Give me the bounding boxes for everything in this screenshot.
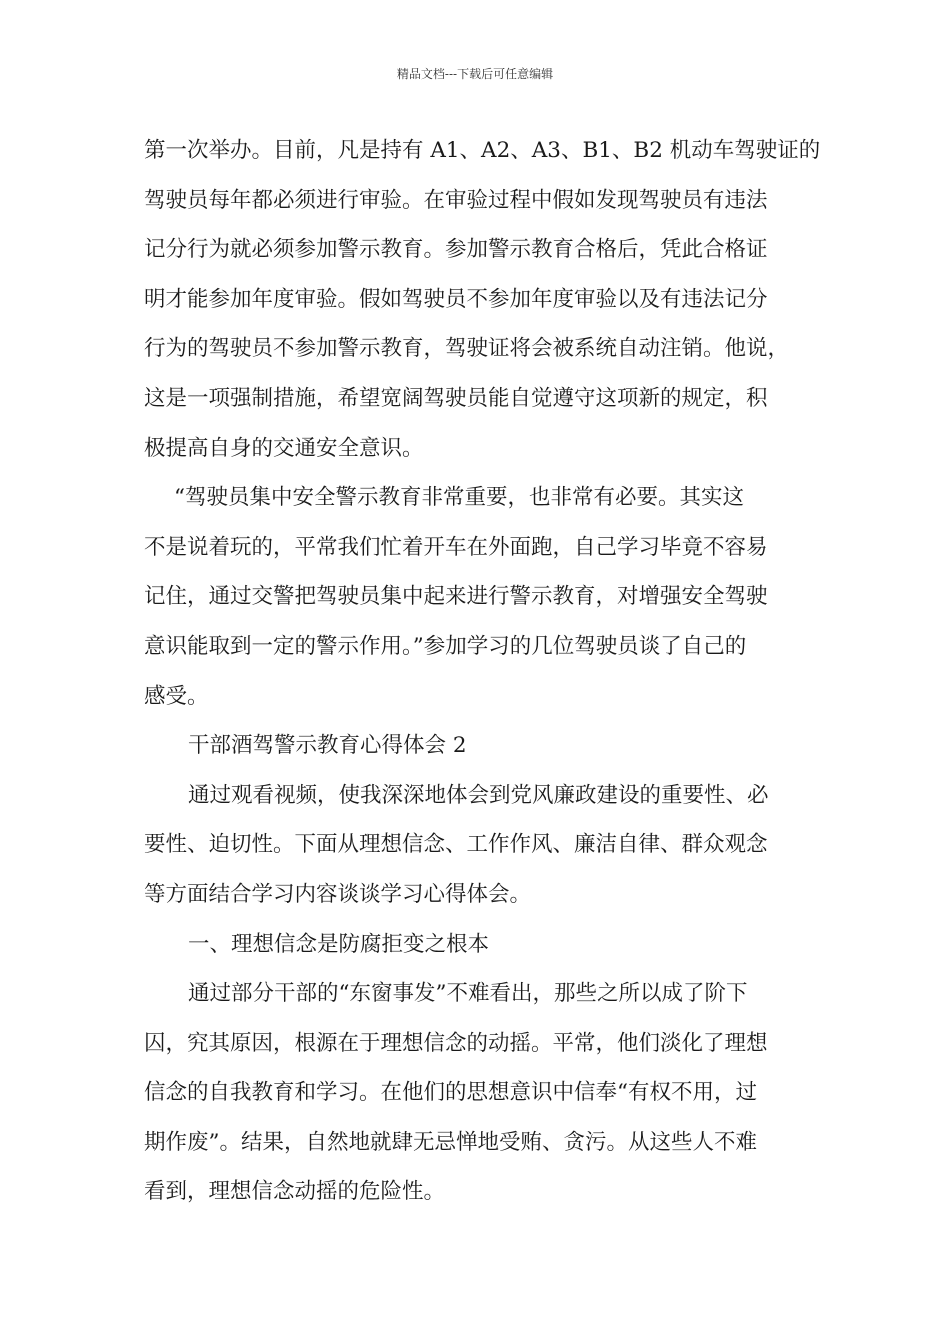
text-line: 这是一项强制措施，希望宽阔驾驶员能自觉遵守这项新的规定，积 bbox=[144, 385, 768, 411]
page-header: 精品文档---下载后可任意编辑 bbox=[396, 67, 554, 81]
text-line: 不是说着玩的，平常我们忙着开车在外面跑，自己学习毕竟不容易 bbox=[144, 534, 768, 560]
text-line: 驾驶员每年都必须进行审验。在审验过程中假如发现驾驶员有违法 bbox=[144, 187, 768, 213]
text-line: 看到，理想信念动摇的危险性。 bbox=[144, 1179, 446, 1205]
paragraph-start-line: “驾驶员集中安全警示教育非常重要，也非常有必要。其实这 bbox=[174, 485, 744, 511]
text-line: 极提高自身的交通安全意识。 bbox=[144, 435, 424, 461]
text-line: 期作废”。结果，自然地就肆无忌惮地受贿、贪污。从这些人不难 bbox=[144, 1129, 757, 1155]
text-line: 意识能取到一定的警示作用。”参加学习的几位驾驶员谈了自己的 bbox=[144, 633, 747, 659]
text-line: 记分行为就必须参加警示教育。参加警示教育合格后，凭此合格证 bbox=[144, 237, 768, 263]
paragraph-start-line: 通过部分干部的“东窗事发”不难看出，那些之所以成了阶下 bbox=[188, 981, 748, 1007]
section-title: 干部酒驾警示教育心得体会 2 bbox=[188, 733, 467, 759]
text-line: 等方面结合学习内容谈谈学习心得体会。 bbox=[144, 881, 532, 907]
text-line: 囚，究其原因，根源在于理想信念的动摇。平常，他们淡化了理想 bbox=[144, 1030, 768, 1056]
text-line: 感受。 bbox=[144, 683, 209, 709]
text-line: 要性、迫切性。下面从理想信念、工作作风、廉洁自律、群众观念 bbox=[144, 832, 768, 858]
subsection-heading: 一、理想信念是防腐拒变之根本 bbox=[188, 931, 490, 957]
text-line: 明才能参加年度审验。假如驾驶员不参加年度审验以及有违法记分 bbox=[144, 286, 768, 312]
paragraph-start-line: 通过观看视频，使我深深地体会到党风廉政建设的重要性、必 bbox=[188, 782, 769, 808]
text-line: 记住，通过交警把驾驶员集中起来进行警示教育，对增强安全驾驶 bbox=[144, 584, 768, 610]
text-line: 第一次举办。目前，凡是持有 A1、A2、A3、B1、B2 机动车驾驶证的 bbox=[144, 138, 821, 163]
text-line: 行为的驾驶员不参加警示教育，驾驶证将会被系统自动注销。他说， bbox=[144, 336, 790, 362]
text-line: 信念的自我教育和学习。在他们的思想意识中信奉“有权不用，过 bbox=[144, 1080, 757, 1106]
document-body bbox=[144, 126, 821, 1217]
